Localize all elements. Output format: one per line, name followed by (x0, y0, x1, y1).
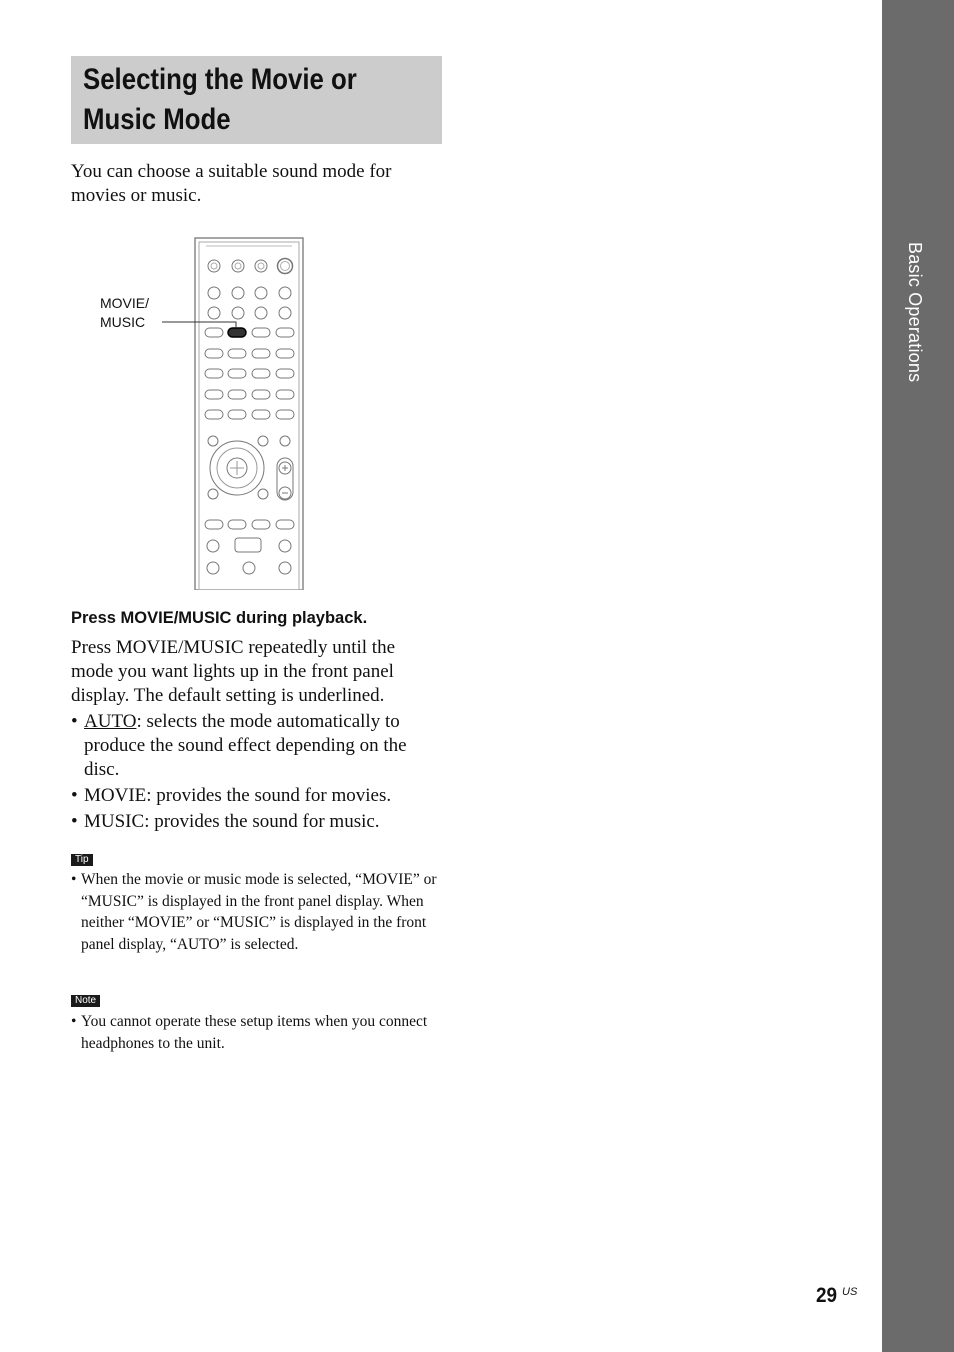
mode-description: : selects the mode automatically to produce the sound effect depending on the disc. (84, 711, 407, 780)
list-item (71, 710, 431, 782)
section-title-box (71, 56, 442, 144)
callout-label-line-2: MUSIC (100, 314, 146, 330)
mode-description: : provides the sound for music. (144, 811, 380, 832)
bullet-marker: • (71, 1013, 77, 1030)
bullet-marker: • (71, 785, 78, 806)
tip-item (71, 869, 443, 955)
note-item (71, 1011, 443, 1054)
bullet-marker: • (71, 811, 78, 832)
list-item (71, 810, 431, 834)
note-list (71, 1011, 443, 1054)
remote-control-illustration (96, 236, 311, 590)
tip-badge: Tip (71, 854, 93, 866)
mode-term: MOVIE (84, 785, 147, 806)
side-tab-label: Basic Operations (905, 242, 925, 383)
side-tab (882, 0, 954, 1352)
step-body: Press MOVIE/MUSIC repeatedly until the mode you want lights up in the front panel display. The default setting is underlined. (71, 637, 396, 706)
note-text: You cannot operate these setup items when you connect headphones to the unit. (81, 1013, 428, 1052)
mode-description: : provides the sound for movies. (146, 785, 392, 806)
mode-list (71, 710, 431, 836)
tip-list (71, 869, 443, 955)
bullet-marker: • (71, 711, 78, 732)
page-suffix: US (842, 1286, 858, 1298)
page-number: 29 (816, 1284, 838, 1307)
list-item (71, 784, 431, 808)
intro-text: You can choose a suitable sound mode for movies or music. (71, 161, 392, 206)
section-title-line-2: Music Mode (83, 103, 231, 136)
note-badge: Note (71, 995, 100, 1007)
bullet-marker: • (71, 871, 77, 888)
step-heading: Press MOVIE/MUSIC during playback. (71, 609, 368, 627)
callout-label-line-1: MOVIE/ (100, 295, 150, 311)
mode-term: MUSIC (84, 811, 145, 832)
tip-text: When the movie or music mode is selected, “MOVIE” or “MUSIC” is displayed in the front panel display. When neither “MOVIE” or “MUSIC” is displayed in the front panel display, “AUTO” is selected. (81, 871, 437, 953)
mode-term: AUTO (84, 711, 137, 732)
section-title-line-1: Selecting the Movie or (83, 63, 357, 96)
